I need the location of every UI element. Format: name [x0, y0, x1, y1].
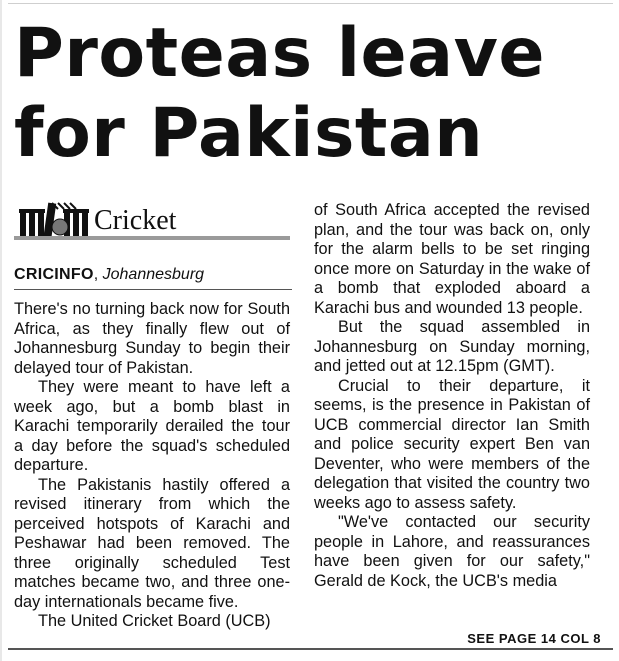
- article-column-2: [314, 201, 590, 591]
- continuation-reference: SEE PAGE 14 COL 8: [467, 631, 601, 646]
- page-edge: [0, 0, 2, 661]
- byline-source: CRICINFO: [14, 266, 94, 283]
- paragraph: "We've contacted our security people in Lahore, and reassurances have been given for our safety," Gerald de Kock, the UCB's media: [314, 513, 590, 590]
- paragraph: Crucial to their departure, it seems, is the presence in Pakistan of UCB commercial director Ian Smith and police security expert Ben van Deventer, who were members of the delegation that visited the country two weeks ago to assess safety.: [314, 376, 590, 512]
- article-column-1: [14, 300, 290, 632]
- byline: CRICINFO, Johannesburg: [14, 266, 205, 283]
- bottom-rule: [8, 648, 613, 650]
- top-rule: [8, 3, 613, 4]
- section-header: [14, 199, 290, 245]
- byline-place: Johannesburg: [102, 266, 205, 283]
- paragraph: There's no turning back now for South Africa, as they finally flew out of Johannesburg Sunday to begin their delayed tour of Pakistan.: [14, 300, 290, 377]
- section-rule: [14, 236, 290, 240]
- headline: Proteas leave for Pakistan: [14, 14, 546, 173]
- paragraph: The United Cricket Board (UCB): [38, 612, 271, 630]
- paragraph: But the squad assembled in Johannesburg on Sunday morning, and jetted out at 12.15pm (GMT).: [314, 318, 590, 375]
- section-label: Cricket: [94, 205, 177, 236]
- paragraph: The Pakistanis hastily offered a revised itinerary from which the perceived hotspots of Karachi and Peshawar had been removed. The three originally scheduled Test matches became two, and three one-day internationals became five.: [14, 475, 290, 611]
- cricket-bat-ball-stumps-icon: [16, 199, 92, 241]
- paragraph: They were meant to have left a week ago, but a bomb blast in Karachi temporarily derailed the tour a day before the squad's scheduled departure.: [14, 378, 290, 474]
- paragraph: of South Africa accepted the revised plan, and the tour was back on, only for the alarm bells to be set ringing once more on Saturday in the wake of a bomb that exploded aboard a Karachi bus and wounded 13 people.: [314, 201, 590, 317]
- byline-rule: [14, 289, 292, 290]
